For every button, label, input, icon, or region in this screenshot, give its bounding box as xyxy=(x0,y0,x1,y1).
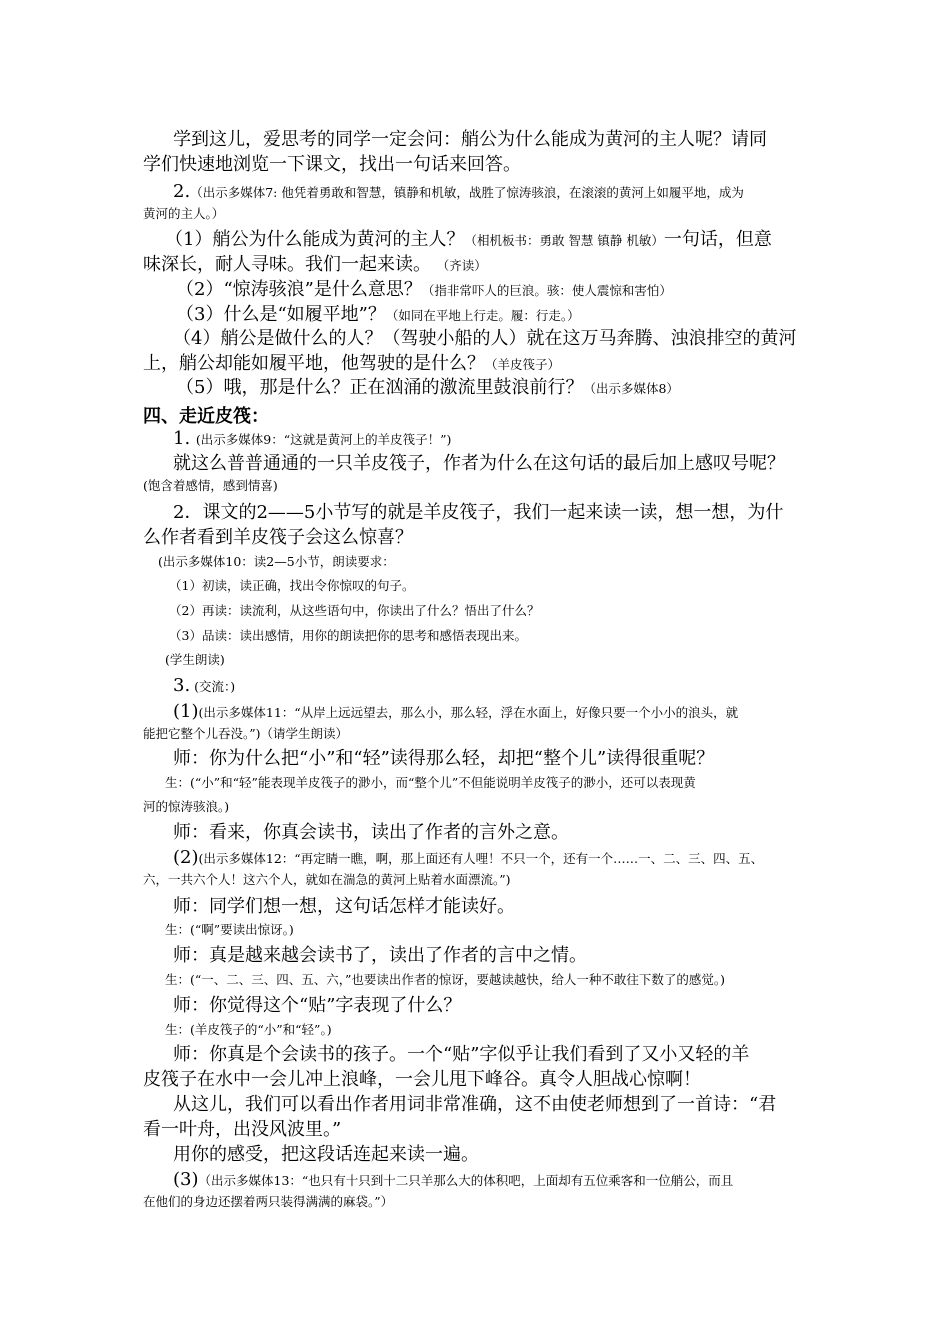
text-line xyxy=(173,674,830,699)
body-text: (2) xyxy=(173,847,199,868)
section-heading xyxy=(143,402,830,428)
text-line xyxy=(173,501,830,525)
body-text: 能把它整个儿吞没。”)（请学生朗读） xyxy=(143,726,349,741)
body-text: 师：看来，你真会读书，读出了作者的言外之意。 xyxy=(173,822,569,843)
body-text: 师：你为什么把“小”和“轻”读得那么轻，却把“整个儿”读得很重呢？ xyxy=(173,748,715,769)
body-text: （4）艄公是做什么的人？（驾驶小船的人）就在这万马奔腾、浊浪排空的黄河 xyxy=(173,328,797,349)
text-line xyxy=(173,1168,830,1193)
body-text: （1）艄公为什么能成为黄河的主人？ xyxy=(165,229,465,250)
annotation-text: （齐读） xyxy=(436,258,487,273)
text-line xyxy=(173,700,830,725)
body-text: 就这么普普通通的一只羊皮筏子，作者为什么在这句话的最后加上感叹号呢？ xyxy=(173,453,785,474)
text-line xyxy=(173,994,830,1018)
body-text: 用你的感受，把这段话连起来读一遍。 xyxy=(173,1144,479,1165)
body-text: (1) xyxy=(173,701,199,722)
body-text: 从这儿，我们可以看出作者用词非常准确，这不由使老师想到了一首诗：“君 xyxy=(173,1094,777,1115)
body-text: (3) xyxy=(173,1169,199,1190)
text-line xyxy=(143,1118,830,1142)
body-text: (出示多媒体10：读2—5小节，朗读要求： xyxy=(158,554,395,569)
text-line xyxy=(173,1043,830,1067)
text-line xyxy=(173,452,830,476)
body-text: (饱含着感情，感到情喜) xyxy=(143,478,278,493)
text-line xyxy=(173,1143,830,1167)
body-text: 师：真是越来越会读书了，读出了作者的言中之情。 xyxy=(173,945,587,966)
text-line xyxy=(173,944,830,968)
body-text: 在他们的身边还摆着两只装得满满的麻袋。”） xyxy=(143,1194,394,1209)
body-text: （5）哦，那是什么？正在汹涌的激流里鼓浪前行？ xyxy=(176,377,584,398)
text-line xyxy=(143,1192,830,1212)
text-line xyxy=(143,1068,830,1092)
body-text: 学到这儿，爱思考的同学一定会问：艄公为什么能成为黄河的主人呢？请同 xyxy=(173,129,767,150)
text-line xyxy=(169,576,830,596)
text-line xyxy=(165,920,830,940)
body-text: 1. xyxy=(173,428,196,449)
text-line xyxy=(165,228,830,253)
body-text: 3. xyxy=(173,675,191,696)
annotation-text: （出示多媒体8） xyxy=(583,381,679,396)
body-text: 皮筏子在水中一会儿冲上浪峰，一会儿甩下峰谷。真令人胆战心惊啊！ xyxy=(143,1069,701,1090)
text-line xyxy=(143,253,830,278)
text-line xyxy=(165,650,830,670)
text-line xyxy=(173,821,830,845)
text-line xyxy=(143,352,830,377)
body-text: 看一叶舟，出没风波里。” xyxy=(143,1119,342,1140)
body-text: 生：(“小”和“轻”能表现羊皮筏子的渺小，而“整个儿”不但能说明羊皮筏子的渺小，还可以表现黄 xyxy=(165,775,696,790)
text-line xyxy=(173,895,830,919)
annotation-text: （出示多媒体7: 他凭着勇敢和智慧，镇静和机敏，战胜了惊涛骇浪，在滚滚的黄河上如履平地，成为 xyxy=(190,185,744,200)
body-text: 师：同学们想一想，这句话怎样才能读好。 xyxy=(173,896,515,917)
text-line xyxy=(158,552,830,572)
body-text: （3）品读：读出感情，用你的朗读把你的思考和感悟表现出来。 xyxy=(169,628,527,643)
body-text: 生：(“一、二、三、四、五、六，”也要读出作者的惊讶，要越读越快，给人一种不敢往下数了的感觉。) xyxy=(165,972,726,987)
body-text: 六，一共六个人！这六个人，就如在湍急的黄河上贴着水面漂流。”) xyxy=(143,872,511,887)
body-text: 四、走近皮筏： xyxy=(143,406,269,427)
text-line xyxy=(165,1020,830,1040)
text-line xyxy=(173,180,830,205)
text-line xyxy=(173,327,830,351)
text-line xyxy=(143,476,830,496)
annotation-text: (交流：) xyxy=(190,679,236,694)
text-line xyxy=(173,846,830,871)
text-line xyxy=(169,626,830,646)
body-text: （2）再读：读流利，从这些语句中，你读出了什么？悟出了什么？ xyxy=(169,603,540,618)
text-line xyxy=(173,427,830,452)
body-text: 上，艄公却能如履平地，他驾驶的是什么？ xyxy=(143,353,485,374)
annotation-text: (出示多媒体9：“这就是黄河上的羊皮筏子！”) xyxy=(195,432,452,447)
body-text: 黄河的主人。） xyxy=(143,206,225,221)
body-text: 2. xyxy=(173,181,191,202)
text-line xyxy=(173,128,830,152)
body-text: 生：(羊皮筏子的“小”和“轻”。) xyxy=(165,1022,332,1037)
body-text: （2）“惊涛骇浪”是什么意思？ xyxy=(176,279,422,300)
text-line xyxy=(165,773,830,793)
body-text: 生：(“啊”要读出惊讶。) xyxy=(165,922,294,937)
annotation-text: （出示多媒体13：“也只有十只到十二只羊那么大的体积吧，上面却有五位乘客和一位艄公，而且 xyxy=(198,1173,734,1188)
body-text: 么作者看到羊皮筏子会这么惊喜？ xyxy=(143,527,413,548)
text-line xyxy=(143,724,830,744)
annotation-text: (出示多媒体12：“再定睛一瞧，啊，那上面还有人哩！不只一个，还有一个……一、二、三、四、五、 xyxy=(198,851,764,866)
body-text: 学们快速地浏览一下课文，找出一句话来回答。 xyxy=(143,154,521,175)
body-text: 河的惊涛骇浪。) xyxy=(143,799,230,814)
body-text: 师：你觉得这个“贴”字表现了什么？ xyxy=(173,995,462,1016)
body-text: （3）什么是“如履平地”？ xyxy=(176,304,386,325)
annotation-text: （羊皮筏子） xyxy=(485,357,561,372)
text-line xyxy=(143,526,830,550)
body-text: 2．课文的2——5小节写的就是羊皮筏子，我们一起来读一读，想一想，为什 xyxy=(173,502,784,523)
text-line xyxy=(143,870,830,890)
annotation-text: （指非常吓人的巨浪。骇：使人震惊和害怕） xyxy=(421,283,672,298)
text-line xyxy=(176,278,830,303)
text-line xyxy=(173,1093,830,1117)
text-line xyxy=(143,797,830,817)
annotation-text: （相机板书：勇敢 智慧 镇静 机敏） xyxy=(464,233,664,248)
body-text: （1）初读，读正确，找出令你惊叹的句子。 xyxy=(169,578,415,593)
text-line xyxy=(169,601,830,621)
body-text: 师：你真是个会读书的孩子。一个“贴”字似乎让我们看到了又小又轻的羊 xyxy=(173,1044,750,1065)
body-text: 一句话，但意 xyxy=(663,229,772,250)
text-line xyxy=(176,303,830,328)
body-text: 味深长，耐人寻味。我们一起来读。 xyxy=(143,254,437,275)
text-line xyxy=(176,376,830,401)
text-line xyxy=(143,153,830,177)
text-line xyxy=(143,204,830,224)
annotation-text: (出示多媒体11：“从岸上远远望去，那么小，那么轻，浮在水面上，好像只要一个小小的浪头，就 xyxy=(198,705,739,720)
text-line xyxy=(173,747,830,771)
body-text: (学生朗读) xyxy=(165,652,225,667)
text-line xyxy=(165,970,830,990)
annotation-text: （如同在平地上行走。履：行走。） xyxy=(385,308,580,323)
